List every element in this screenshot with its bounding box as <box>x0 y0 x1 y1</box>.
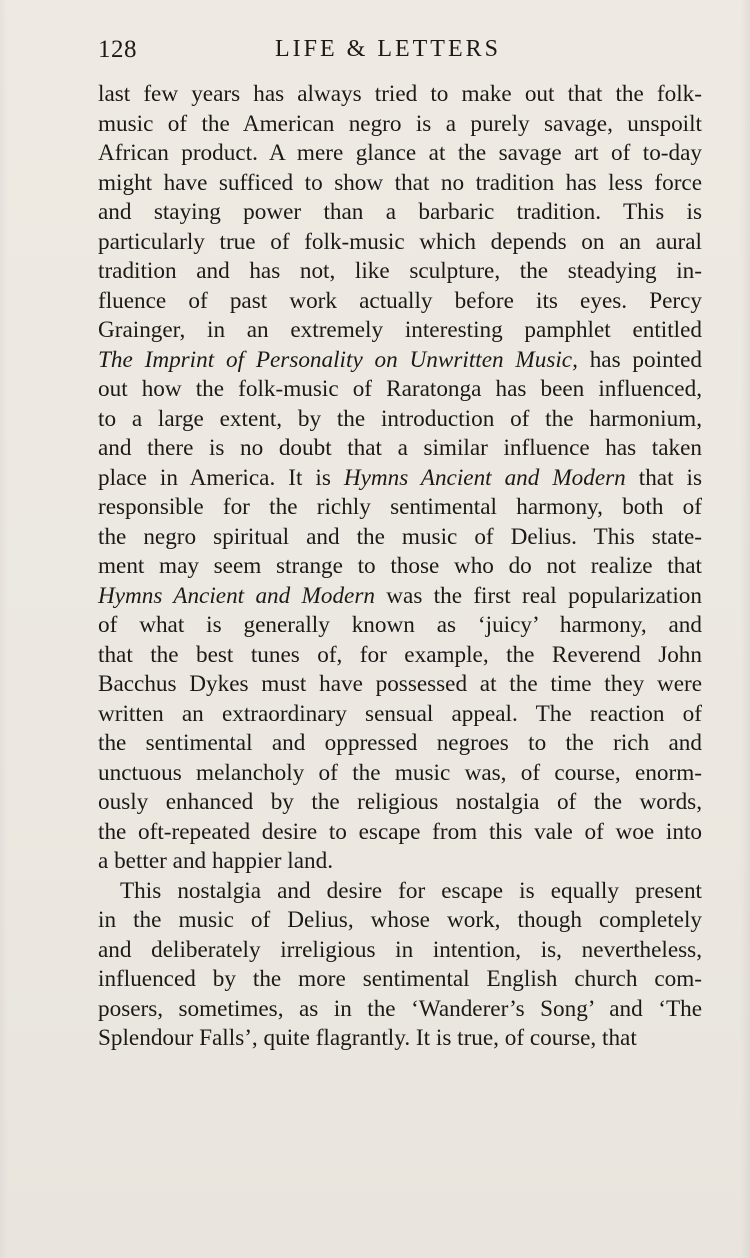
text-segment: has pointed <box>577 346 702 373</box>
text-segment: that is <box>625 464 702 491</box>
paragraph <box>98 877 702 1054</box>
text-segment: This nostalgia and desire for escape is equally present <box>120 877 702 904</box>
text-line <box>98 375 702 405</box>
text-line <box>98 346 702 376</box>
page-number: 128 <box>98 36 137 63</box>
text-segment: posers, sometimes, as in the ‘Wanderer’s Song’ and ‘The <box>98 995 702 1022</box>
text-line <box>98 464 702 494</box>
text-line <box>98 965 702 995</box>
text-line <box>98 788 702 818</box>
text-segment: ously enhanced by the religious nostalgia of the words, <box>98 789 702 815</box>
text-segment: was the first real popularization <box>374 582 702 609</box>
text-line <box>98 906 702 936</box>
text-segment: might have sufficed to show that no tradition has less force <box>98 169 702 196</box>
text-segment: place in America. It is <box>98 464 344 491</box>
text-line <box>98 552 702 582</box>
text-line <box>98 493 702 523</box>
text-segment: last few years has always tried to make out that the folk- <box>98 81 702 107</box>
text-segment: fluence of past work actually before its eyes. Percy <box>98 287 702 314</box>
text-segment: of what is generally known as ‘juicy’ harmony, and <box>98 612 702 638</box>
italic-title: Hymns Ancient and Modern <box>98 582 375 609</box>
text-line <box>98 729 702 759</box>
text-segment: responsible for the richly sentimental harmony, both of <box>98 494 702 520</box>
text-segment: the oft-repeated desire to escape from this vale of woe into <box>98 818 702 845</box>
text-segment: written an extraordinary sensual appeal. The reaction of <box>98 700 702 727</box>
text-line <box>98 995 702 1025</box>
text-line <box>98 641 702 671</box>
text-segment: and there is no doubt that a similar influence has taken <box>98 435 702 461</box>
text-line <box>98 700 702 730</box>
text-segment: music of the American negro is a purely savage, unspoilt <box>98 110 702 137</box>
text-line <box>98 670 702 700</box>
text-line <box>98 139 702 169</box>
text-segment: and deliberately irreligious in intention, is, nevertheless, <box>98 936 702 963</box>
text-segment: that the best tunes of, for example, the Reverend John <box>98 641 702 668</box>
text-segment: influenced by the more sentimental English church com- <box>98 966 702 992</box>
running-head <box>98 36 702 70</box>
text-line <box>98 936 702 966</box>
text-segment: to a large extent, by the introduction of the harmonium, <box>98 405 702 432</box>
text-segment: out how the folk-music of Raratonga has been influenced, <box>98 376 702 402</box>
text-segment: in the music of Delius, whose work, though completely <box>98 907 702 933</box>
text-segment: a better and happier land. <box>98 848 333 874</box>
text-line <box>98 110 702 140</box>
running-title: LIFE & LETTERS <box>275 36 501 62</box>
italic-title: Hymns Ancient and Modern <box>343 464 626 491</box>
text-segment: Grainger, in an extremely interesting pamphlet entitled <box>98 317 702 343</box>
body-text <box>98 80 702 1054</box>
text-segment: tradition and has not, like sculpture, the steadying in- <box>98 258 702 284</box>
text-line <box>98 759 702 789</box>
text-line <box>98 818 702 848</box>
text-line <box>98 611 702 641</box>
text-line <box>98 169 702 199</box>
text-segment: Splendour Falls’, quite flagrantly. It is true, of course, that <box>98 1025 637 1051</box>
text-line <box>98 877 702 907</box>
text-segment: African product. A mere glance at the savage art of to-day <box>98 140 702 166</box>
text-segment: the negro spiritual and the music of Delius. This state- <box>98 523 702 550</box>
text-line <box>98 228 702 258</box>
text-line <box>98 405 702 435</box>
text-line <box>98 80 702 110</box>
italic-title: The Imprint of Personality on Unwritten Music, <box>98 346 578 373</box>
paragraph <box>98 80 702 877</box>
text-line <box>98 523 702 553</box>
text-line <box>98 198 702 228</box>
text-line <box>98 582 702 612</box>
text-segment: Bacchus Dykes must have possessed at the time they were <box>98 671 702 697</box>
text-segment: particularly true of folk-music which depends on an aural <box>98 228 702 255</box>
text-line <box>98 1024 702 1054</box>
text-segment: unctuous melancholy of the music was, of course, enorm- <box>98 759 702 786</box>
text-segment: and staying power than a barbaric tradition. This is <box>98 199 702 225</box>
text-line <box>98 434 702 464</box>
text-line <box>98 257 702 287</box>
text-line <box>98 847 702 877</box>
text-segment: ment may seem strange to those who do not realize that <box>98 553 702 579</box>
text-segment: the sentimental and oppressed negroes to the rich and <box>98 730 702 756</box>
text-line <box>98 316 702 346</box>
text-line <box>98 287 702 317</box>
